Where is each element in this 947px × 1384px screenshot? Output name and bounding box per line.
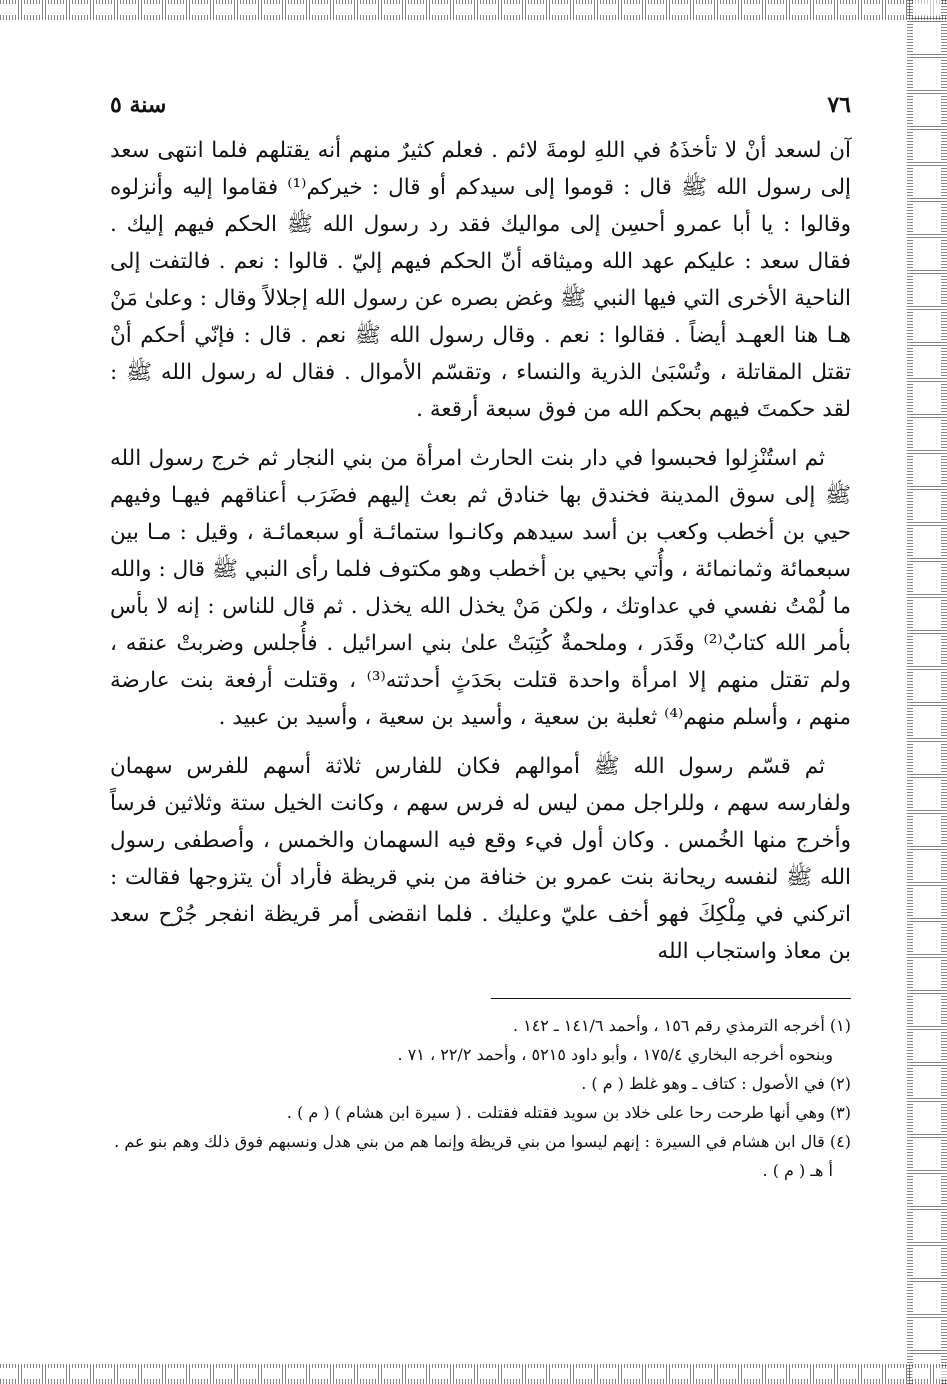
footnote: (٣) وهي أنها طرحت رحا على خلاد بن سويد فقتله فقتلت . ( سيرة ابن هشام ) ( م ) . [286, 1103, 851, 1122]
footnotes [110, 1011, 851, 1185]
footnote: (١) أخرجه الترمذي رقم ١٥٦ ، وأحمد ١٤١/٦ ـ ١٤٢ . [512, 1016, 851, 1035]
paragraph: ثم قسّم رسول الله ﷺ أموالهم فكان للفارس ثلاثة أسهم للفرس سهمان ولفارسه سهم ، وللراجل ممن ليس له فرس سهم ، وكانت الخيل ستة وثلاثين فرساً وأخرج منها الخُمس . وكان أول فيء وقع فيه السهمان والخمس ، وأصطفى رسول الله ﷺ لنفسه ريحانة بنت عمرو بن خنافة من بني قريظة فأراد أن يتزوجها فقالت : اتركني في مِلْكِكَ فهو أخف عليّ وعليك . فلما انقضى أمر قريظة انفجر جُرْح سعد بن معاذ واستجاب الله [110, 754, 851, 964]
decorative-border-top [0, 0, 947, 20]
paragraph: ثم استُنْزِلوا فحبسوا في دار بنت الحارث امرأة من بني النجار ثم خرج رسول الله ﷺ إلى سوق المدينة فخندق بها خنادق ثم بعث إليهم فضَرَب أعناقهم فيهـا وفيهم حيي بن أخطب وكعب بن أسد سيدهم وكانـوا ستمائـة أو سبعمائـة ، وقيل : مـا بين سبعمائة وثمانمائة ، وأُتي بحيي بن أخطب وهو مكتوف فلما رأى النبي ﷺ قال : والله ما لُمْتُ نفسي في عداوتك ، ولكن مَنْ يخذل الله يخذل . ثم قال للناس : إنه لا بأس بأمر الله كتابٌ⁽²⁾ وقَدَر ، وملحمةٌ كُتِبَتْ علىٰ بني اسرائيل . فأُجلس وضربتْ عنقه ، ولم تقتل منهم إلا امرأة واحدة قتلت بحَدَثٍ أحدثته⁽³⁾ ، وقتلت أرفعة بنت عارضة منهم ، وأسلم منهم⁽⁴⁾ ثعلبة بن سعية ، وأسيد بن سعية ، وأسيد بن عبيد . [110, 446, 851, 730]
footnote-continuation: أ هـ ( م ) . [762, 1161, 833, 1180]
footnote: (٢) في الأصول : كتاف ـ وهو غلط ( م ) . [581, 1074, 851, 1093]
paragraph: آن لسعد أنْ لا تأخذَهُ في اللهِ لومةَ لائم . فعلم كثيرٌ منهم أنه يقتلهم فلما انتهى سعد إلى رسول الله ﷺ قال : قوموا إلى سيدكم أو قال : خيركم⁽¹⁾ فقاموا إليه وأنزلوه وقالوا : يا أبا عمرو أحسِن إلى مواليك فقد رد رسول الله ﷺ الحكم فيهم إليك . فقال سعد : عليكم عهد الله وميثاقه أنّ الحكم فيهم إليّ . قالوا : نعم . فالتفت إلى الناحية الأخرى التي فيها النبي ﷺ وغض بصره عن رسول الله إجلالاً وقال : وعلىٰ مَنْ هـا هنا العهـد أيضاً . فقالوا : نعم . وقال رسول الله ﷺ نعم . قال : فإنّي أحكم أنْ تقتل المقاتلة ، وتُسْبَىٰ الذرية والنساء ، وتقسّم الأموال . فقال له رسول الله ﷺ : لقد حكمتَ فيهم بحكم الله من فوق سبعة أرقعة . [110, 138, 852, 422]
book-page [110, 92, 851, 1344]
decorative-border-bottom [0, 1364, 947, 1384]
page-number: ٧٦ [827, 92, 851, 118]
footnote: (٤) قال ابن هشام في السيرة : إنهم ليسوا من بني قريظة وإنما هم من بني هدل ونسبهم فوق ذلك وهم بنو عم . [114, 1132, 851, 1151]
decorative-border-right [907, 0, 947, 1384]
main-text [110, 132, 851, 970]
page-header [110, 92, 851, 132]
footnote-separator [491, 998, 851, 999]
running-head-year: سنة ٥ [110, 92, 167, 118]
footnote-continuation: وبنحوه أخرجه البخاري ١٧٥/٤ ، وأبو داود ٥٢١٥ ، وأحمد ٢٢/٢ ، ٧١ . [397, 1045, 833, 1064]
